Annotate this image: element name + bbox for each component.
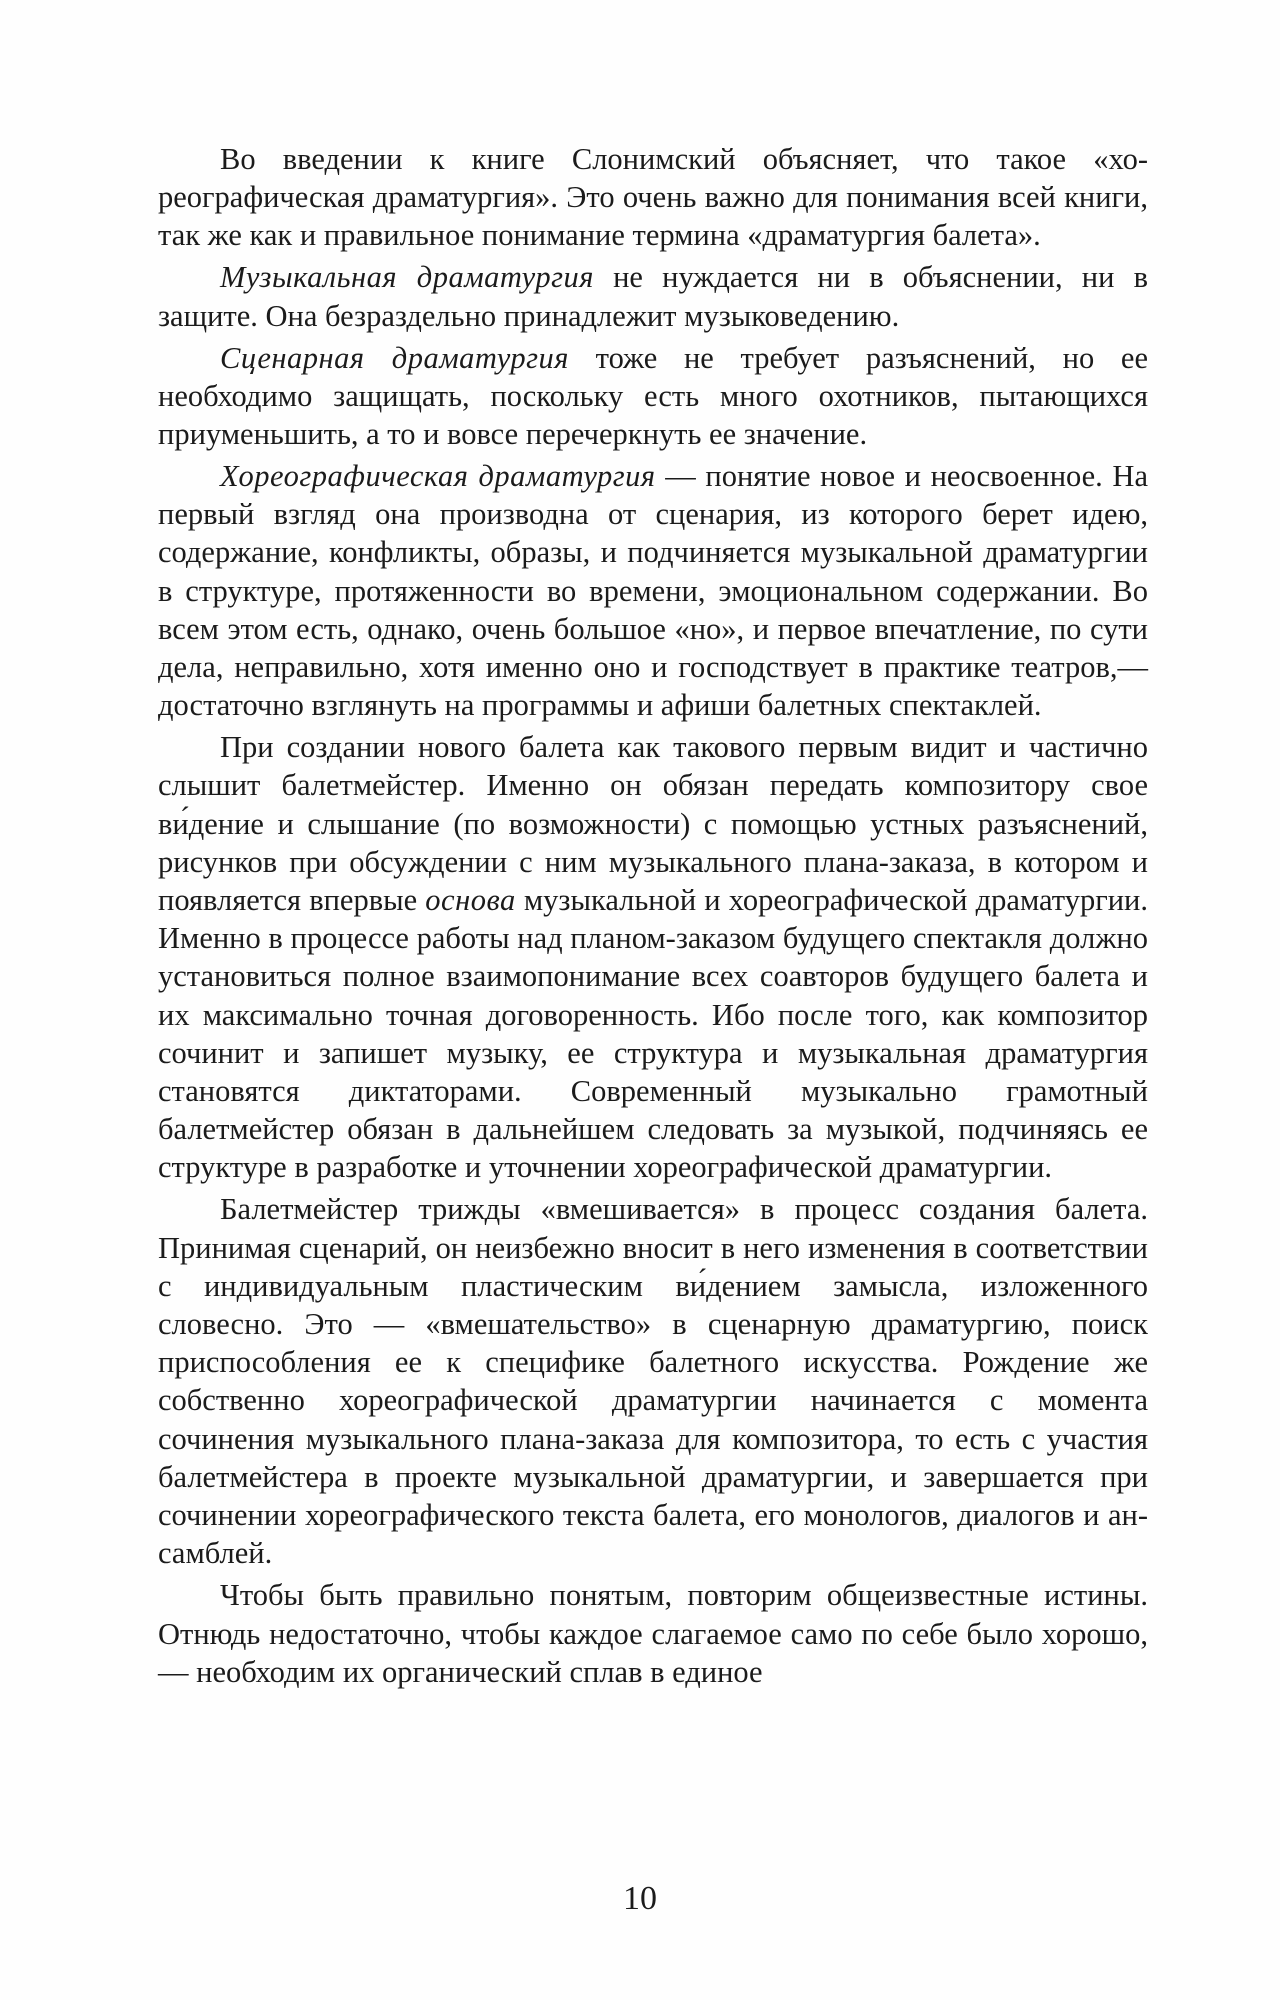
paragraph-5 xyxy=(158,728,1148,1186)
text-segment: музыкальной и хореографической драматургии. Именно в процессе работы над планом-заказом будущего спектакля должно установиться полное взаимопонимание всех соавторов будущего балета и их максимально точная договоренность. Ибо после того, как композитор сочинит и запишет музыку, ее структура и музыкальная драматургия становятся диктаторами. Современный музыкально грамотный балетмейстер обязан в дальнейшем следовать за музыкой, подчиняясь ее структуре в разработке и уточнении хореографической драматургии. xyxy=(158,883,1148,1185)
paragraph-1 xyxy=(158,140,1148,255)
text-segment: Балетмейстер трижды «вмешивается» в процесс создания балета. Принимая сценарий, он неизбежно вносит в него изменения в соответствии с индивидуальным пластическим ви́дением замысла, изложенного словесно. Это — «вмешательство» в сценарную драматургию, поиск приспособления ее к специфике балетного искусства. Рождение же собственно хореографической драматургии начинается с момента сочинения музыкального плана-заказа для композитора, то есть с участия балетмейстера в проекте музыкальной драматургии, и завершается при сочинении хореографического текста балета, его монологов, диалогов и ансамблей. xyxy=(158,1192,1148,1571)
body-text xyxy=(158,140,1148,1695)
paragraph-4 xyxy=(158,457,1148,724)
text-segment: Во введении к книге Слонимский объясняет, что такое «хореографическая драматургия». Это очень важно для понимания всей книги, так же как и правильное понимание термина «драматургия балета». xyxy=(158,142,1148,253)
paragraph-2 xyxy=(158,258,1148,334)
text-segment: — понятие новое и неосвоенное. На первый взгляд она производна от сценария, из которого берет идею, содержание, конфликты, образы, и подчиняется музыкальной драматургии в структуре, протяженности во времени, эмоциональном содержании. Во всем этом есть, однако, очень большое «но», и первое впечатление, по сути дела, неправильно, хотя именно оно и господствует в практике театров,— достаточно взглянуть на программы и афиши балетных спектаклей. xyxy=(158,459,1148,723)
italic-term: основа xyxy=(425,883,516,918)
paragraph-3 xyxy=(158,339,1148,454)
text-segment: тоже не требует разъяснений, но ее необходимо защищать, поскольку есть много охотников, пытающихся приуменьшить, а то и вовсе перечеркнуть ее значение. xyxy=(158,340,1149,452)
italic-term: Сценарная драматургия xyxy=(220,340,569,375)
paragraph-7 xyxy=(158,1576,1148,1691)
italic-term: Музыкальная драматургия xyxy=(220,260,594,295)
text-segment: не нуждается ни в объяснении, ни в защите. Она безраздельно принадлежит музыковедению. xyxy=(158,260,1149,333)
paragraph-6 xyxy=(158,1190,1148,1572)
italic-term: Хореографическая драматургия xyxy=(220,459,656,494)
text-segment: Чтобы быть правильно понятым, повторим общеизвестные истины. Отнюдь недостаточно, чтобы каждое слагаемое само по себе было хорошо, — необходим их органический сплав в единое xyxy=(158,1578,1148,1689)
text-segment: При создании нового балета как такового первым видит и частично слышит балетмейстер. Именно он обязан передать композитору свое ви́дение и слышание (по возможности) с помощью устных разъяснений, рисунков при обсуждении с ним музыкального плана-заказа, в котором и появляется впервые xyxy=(158,730,1148,918)
page-number: 10 xyxy=(623,1880,657,1917)
